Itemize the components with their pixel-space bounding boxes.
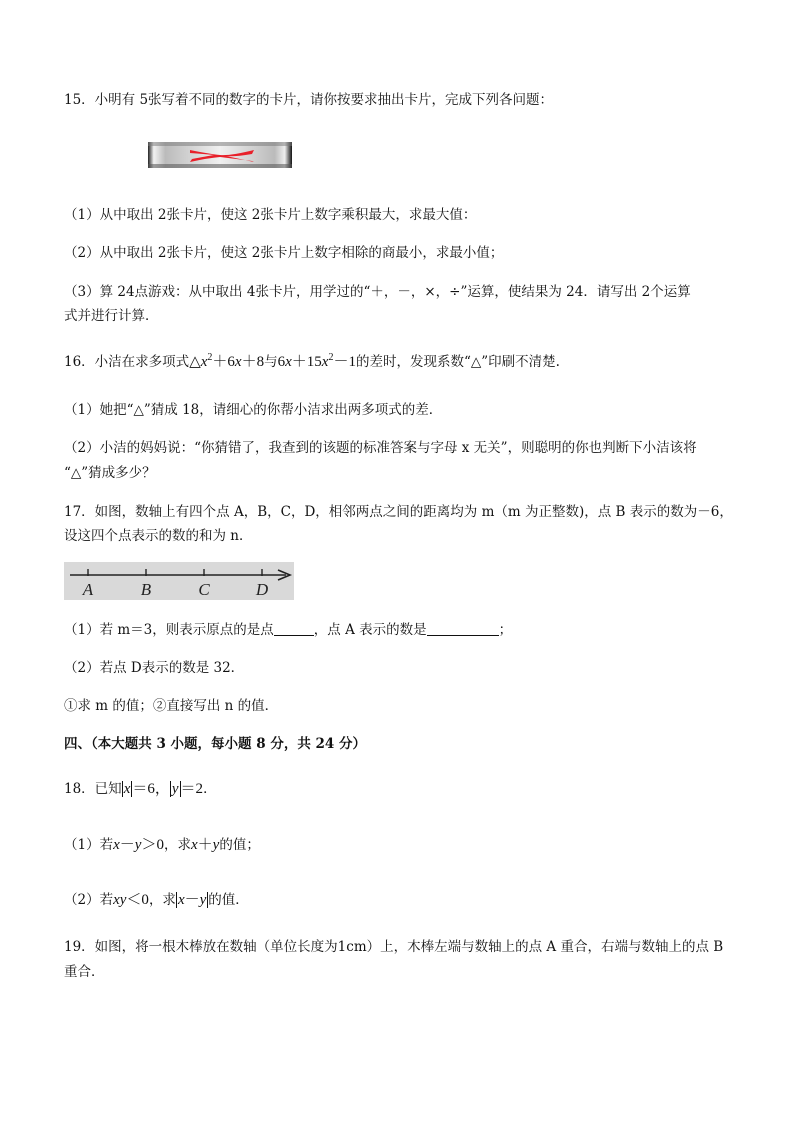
q16-part2-line1: （2）小洁的妈妈说：“你猜错了，我查到的该题的标准答案与字母 x 无关”，则聪明的你也判断下小洁该将 bbox=[64, 440, 697, 456]
q19-stem-line1: 19．如图，将一根木棒放在数轴（单位长度为1cm）上，木棒左端与数轴上的点 A 重合，右端与数轴上的点 B bbox=[64, 939, 724, 955]
q18-part2-post: 的值． bbox=[208, 892, 249, 908]
q16-poly2: $6x+15x^2-1$ bbox=[277, 352, 356, 370]
q16-poly1: $\triangle x^2+6x+8$ bbox=[189, 352, 265, 370]
q18-stem-pre: 18．已知 bbox=[64, 781, 122, 797]
q17-part1-post: ； bbox=[498, 622, 513, 638]
answer-blank-point-a[interactable] bbox=[427, 621, 499, 636]
q16-part1: （1）她把“△”猜成 18，请细心的你帮小洁求出两多项式的差． bbox=[64, 402, 443, 418]
answer-blank-origin[interactable] bbox=[274, 621, 314, 636]
q15-stem: 15．小明有 5张写着不同的数字的卡片，请你按要求抽出卡片，完成下列各问题： bbox=[64, 92, 554, 108]
q15-part3-line2: 式并进行计算． bbox=[64, 308, 159, 324]
section4-title: 四、（本大题共 3 小题，每小题 8 分，共 24 分） bbox=[64, 736, 367, 752]
q18-part1-mid: ，求 bbox=[163, 837, 191, 853]
number-line-figure bbox=[64, 562, 294, 600]
q18-part2 bbox=[64, 890, 249, 910]
q16-stem-pre: 16．小洁在求多项式 bbox=[64, 354, 190, 370]
q19-stem-line2: 重合． bbox=[64, 964, 105, 980]
q18-part2-expr: x－y bbox=[177, 892, 207, 908]
q18-stem-post: ． bbox=[203, 781, 217, 797]
number-line-label-d: D bbox=[255, 580, 269, 599]
cards-image bbox=[148, 142, 292, 168]
q16-stem-mid: 与 bbox=[264, 354, 278, 370]
q18-part1-condition: x－y＞0 bbox=[113, 837, 164, 853]
q17-part2: （2）若点 D表示的数是 32． bbox=[64, 660, 245, 676]
number-line-label-c: C bbox=[198, 580, 210, 599]
q18-part1-expr: x＋y bbox=[190, 837, 220, 853]
q16-stem bbox=[64, 352, 560, 372]
q16-stem-post: 的差时，发现系数“△”印刷不清楚. bbox=[355, 354, 560, 370]
q18-stem bbox=[64, 779, 217, 799]
q17-part1 bbox=[64, 620, 512, 640]
q17-part2-sub: ①求 m 的值；②直接写出 n 的值． bbox=[64, 698, 279, 714]
q17-stem-line2: 设这四个点表示的数的和为 n． bbox=[64, 528, 253, 544]
q18-part1 bbox=[64, 835, 260, 855]
q15-part1: （1）从中取出 2张卡片，使这 2张卡片上数字乘积最大，求最大值： bbox=[64, 207, 477, 223]
q18-condition: x ＝6， y ＝2 bbox=[123, 781, 204, 797]
q18-part2-mid: ，求 bbox=[148, 892, 176, 908]
q18-part2-condition: xy＜0 bbox=[113, 892, 149, 908]
q16-part2-line2: “△”猜成多少？ bbox=[64, 465, 156, 481]
q15-part3-line1: （3）算 24点游戏：从中取出 4张卡片，用学过的“＋，－，×，÷”运算，使结果为 24．请写出 2个运算 bbox=[64, 284, 691, 300]
q18-part1-pre: （1）若 bbox=[64, 837, 114, 853]
q17-stem-line1: 17．如图，数轴上有四个点 A，B，C，D，相邻两点之间的距离均为 m（m 为正整数)，点 B 表示的数为－6， bbox=[64, 504, 733, 520]
q15-part2: （2）从中取出 2张卡片，使这 2张卡片上数字相除的商最小，求最小值； bbox=[64, 245, 504, 261]
q17-part1-pre: （1）若 m＝3，则表示原点的是点 bbox=[64, 622, 274, 638]
q17-part1-mid: ，点 A 表示的数是 bbox=[313, 622, 427, 638]
q18-part2-pre: （2）若 bbox=[64, 892, 114, 908]
number-line-label-b: B bbox=[140, 580, 152, 599]
number-line-label-a: A bbox=[82, 580, 94, 599]
q18-part1-post: 的值； bbox=[219, 837, 260, 853]
